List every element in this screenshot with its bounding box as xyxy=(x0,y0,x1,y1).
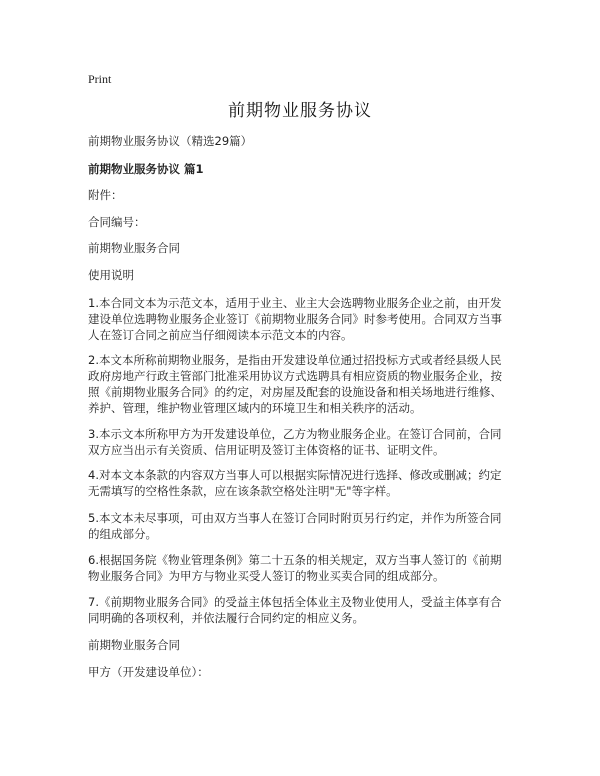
usage-item-2 xyxy=(88,352,528,416)
usage-item-7-line: 同明确的各项权利，并依法履行合同约定的相应义务。 xyxy=(88,611,364,625)
usage-item-2-line: 照《前期物业服务合同》的约定，对房屋及配套的设施设备和相关场地进行维修、 xyxy=(88,385,502,399)
section-heading: 前期物业服务协议 篇1 xyxy=(88,162,204,176)
party-a-label: 甲方（开发建设单位）： xyxy=(88,665,209,679)
contract-name: 前期物业服务合同 xyxy=(88,241,180,255)
usage-item-5-line: 5.本文本未尽事项，可由双方当事人在签订合同时附页另行约定，并作为所签合同 xyxy=(88,511,502,525)
document-subtitle: 前期物业服务协议（精选29篇） xyxy=(88,134,253,148)
usage-item-6 xyxy=(88,552,528,584)
usage-item-6-line: 物业服务合同》为甲方与物业买受人签订的物业买卖合同的组成部分。 xyxy=(88,569,445,583)
usage-item-7 xyxy=(88,594,528,626)
usage-item-2-line: 政府房地产行政主管部门批准采用协议方式选聘具有相应资质的物业服务企业，按 xyxy=(88,369,502,383)
attachment-label: 附件： xyxy=(88,188,123,202)
usage-item-1-line: 人在签订合同之前应当仔细阅读本示范文本的内容。 xyxy=(88,328,353,342)
usage-item-3-line: 3.本示文本所称甲方为开发建设单位，乙方为物业服务企业。在签订合同前，合同 xyxy=(88,427,502,441)
usage-item-1-line: 1.本合同文本为示范文本，适用于业主、业主大会选聘物业服务企业之前，由开发 xyxy=(88,296,502,310)
usage-item-5 xyxy=(88,510,528,542)
usage-item-3-line: 双方应当出示有关资质、信用证明及签订主体资格的证书、证明文件。 xyxy=(88,443,445,457)
usage-item-4-line: 无需填写的空格性条款，应在该条款空格处注明"无"等字样。 xyxy=(88,484,398,498)
usage-item-4-line: 4.对本文本条款的内容双方当事人可以根据实际情况进行选择、修改或删减；约定 xyxy=(88,468,502,482)
usage-item-1-line: 建设单位选聘物业服务企业签订《前期物业服务合同》时参考使用。合同双方当事 xyxy=(88,312,502,326)
contract-number-label: 合同编号： xyxy=(88,215,146,229)
usage-item-6-line: 6.根据国务院《物业管理条例》第二十五条的相关规定，双方当事人签订的《前期 xyxy=(88,553,502,567)
usage-heading: 使用说明 xyxy=(88,268,134,282)
usage-item-7-line: 7.《前期物业服务合同》的受益主体包括全体业主及物业使用人，受益主体享有合 xyxy=(88,595,502,609)
contract-name-repeat: 前期物业服务合同 xyxy=(88,638,180,652)
usage-item-4 xyxy=(88,467,528,499)
usage-item-5-line: 的组成部分。 xyxy=(88,527,157,541)
usage-item-2-line: 养护、管理，维护物业管理区域内的环境卫生和相关秩序的活动。 xyxy=(88,401,422,415)
usage-item-3 xyxy=(88,426,528,458)
usage-item-1 xyxy=(88,295,528,343)
page-title: 前期物业服务协议 xyxy=(228,101,372,121)
print-label: Print xyxy=(88,72,112,86)
usage-item-2-line: 2.本文本所称前期物业服务，是指由开发建设单位通过招投标方式或者经县级人民 xyxy=(88,353,502,367)
